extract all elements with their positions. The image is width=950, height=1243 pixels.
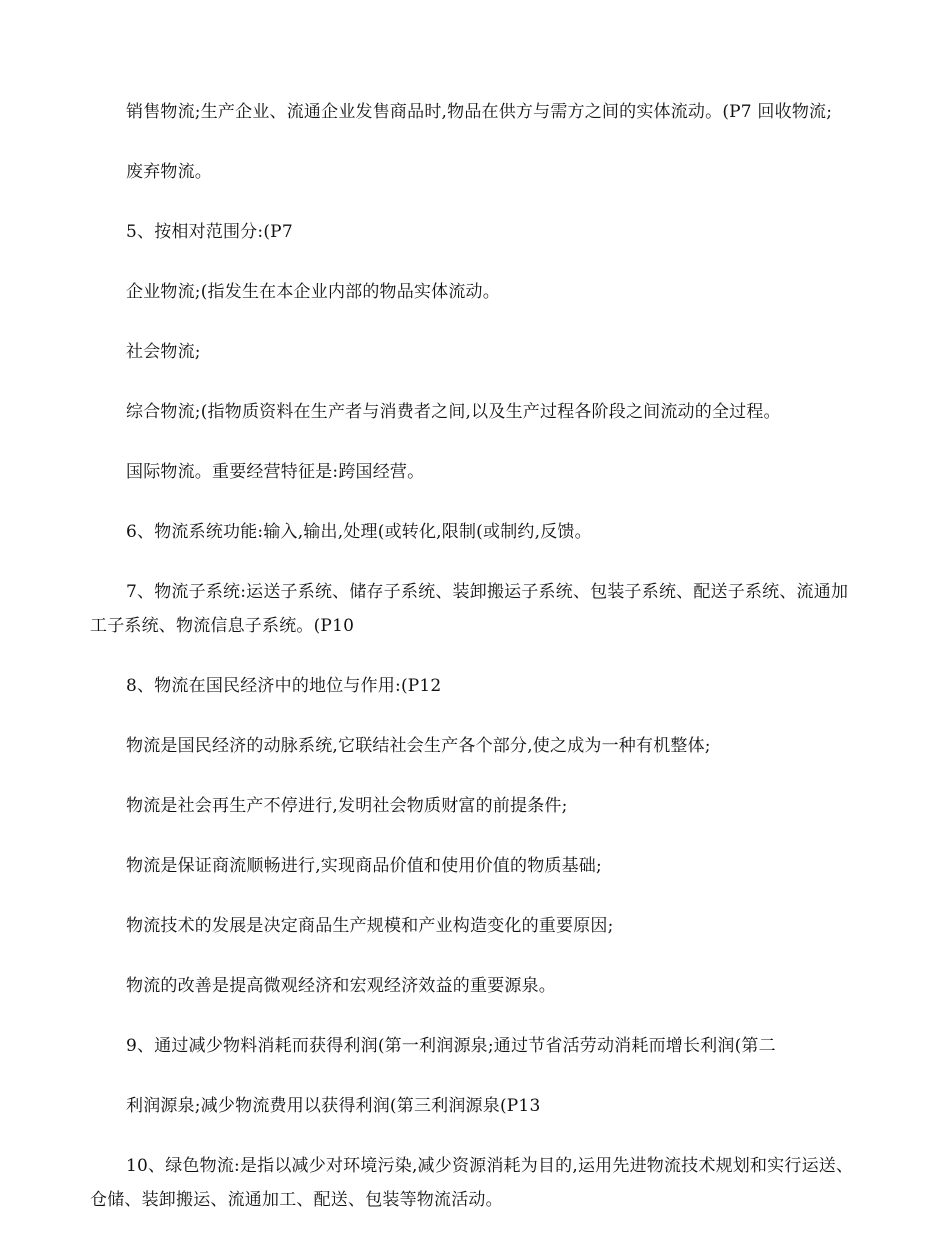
- paragraph-integrated-logistics: 综合物流;(指物质资料在生产者与消费者之间,以及生产过程各阶段之间流动的全过程。: [126, 402, 781, 422]
- paragraph-subsystems: 7、物流子系统:运送子系统、储存子系统、装卸搬运子系统、包装子系统、配送子系统、流通加工子系统、物流信息子系统。(P10: [90, 582, 849, 636]
- paragraph-role-technology: 物流技术的发展是决定商品生产规模和产业构造变化的重要原因;: [126, 916, 614, 936]
- paragraph-green-logistics: 10、绿色物流:是指以减少对环境污染,减少资源消耗为目的,运用先进物流技术规划和实行运送、仓储、装卸搬运、流通加工、配送、包装等物流活动。: [90, 1156, 854, 1210]
- paragraph-profit-sources-1: 9、通过减少物料消耗而获得利润(第一利润源泉;通过节省活劳动消耗而增长利润(第二: [126, 1036, 776, 1056]
- heading-scope-classification: 5、按相对范围分:(P7: [126, 222, 293, 242]
- heading-role-in-economy: 8、物流在国民经济中的地位与作用:(P12: [126, 676, 442, 696]
- paragraph-role-improvement: 物流的改善是提高微观经济和宏观经济效益的重要源泉。: [126, 976, 556, 996]
- paragraph-role-material-basis: 物流是保证商流顺畅进行,实现商品价值和使用价值的物质基础;: [126, 856, 602, 876]
- paragraph-waste-logistics: 废弃物流。: [126, 162, 212, 182]
- paragraph-enterprise-logistics: 企业物流;(指发生在本企业内部的物品实体流动。: [126, 282, 500, 302]
- paragraph-profit-sources-2: 利润源泉;减少物流费用以获得利润(第三利润源泉(P13: [126, 1096, 541, 1116]
- paragraph-international-logistics: 国际物流。重要经营特征是:跨国经营。: [126, 462, 425, 482]
- document-body: [90, 95, 860, 1243]
- paragraph-social-logistics: 社会物流;: [126, 342, 201, 362]
- paragraph-sales-logistics: 销售物流;生产企业、流通企业发售商品时,物品在供方与需方之间的实体流动。(P7 回收物流;: [126, 102, 833, 122]
- paragraph-role-reproduction: 物流是社会再生产不停进行,发明社会物质财富的前提条件;: [126, 796, 568, 816]
- paragraph-role-artery: 物流是国民经济的动脉系统,它联结社会生产各个部分,使之成为一种有机整体;: [126, 736, 711, 756]
- paragraph-system-functions: 6、物流系统功能:输入,输出,处理(或转化,限制(或制约,反馈。: [126, 522, 592, 542]
